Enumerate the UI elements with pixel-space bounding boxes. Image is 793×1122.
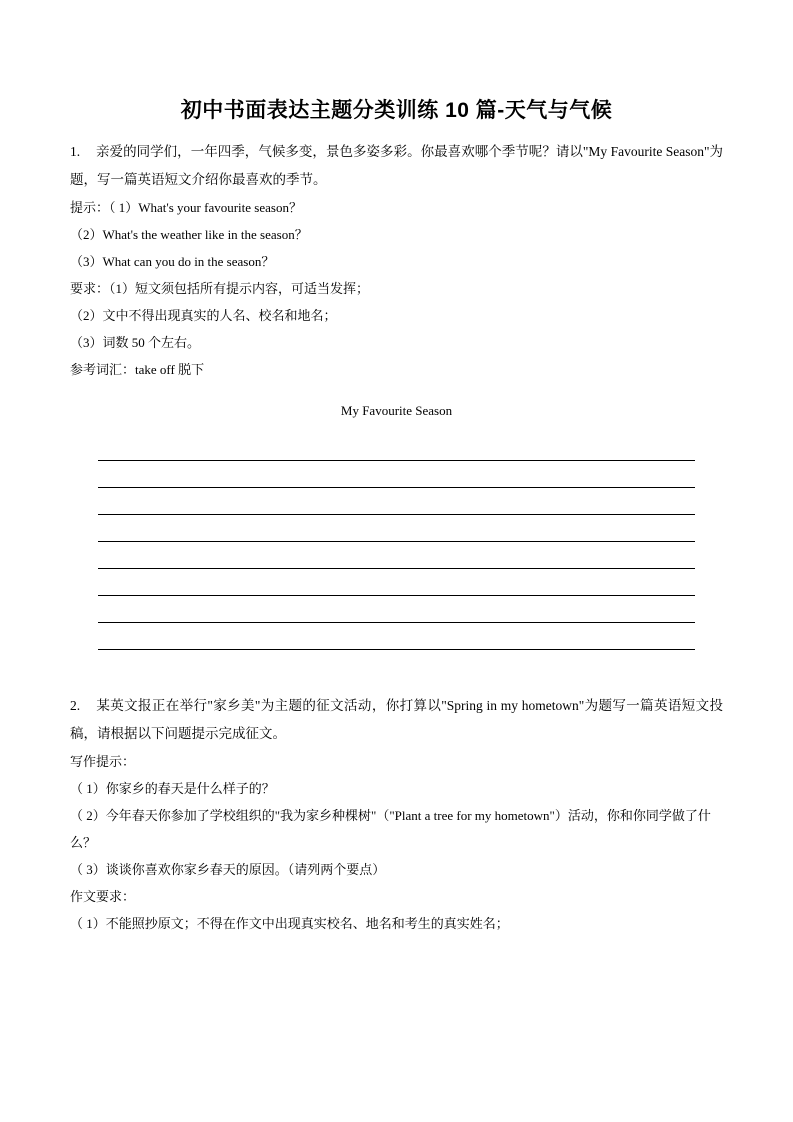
question-2-hint-line-2: （ 2）今年春天你参加了学校组织的"我为家乡种棵树"（"Plant a tree for my hometown"）活动，你和你同学做了什么？ [70, 808, 711, 850]
answer-line[interactable] [98, 461, 695, 488]
question-1-number: 1. [70, 144, 81, 159]
question-1-hint-line-3: （3）What can you do in the season？ [70, 254, 275, 269]
question-2-hint-line-1: （ 1）你家乡的春天是什么样子的？ [70, 781, 275, 796]
question-2 [70, 692, 723, 937]
question-1-vocabulary-line: 参考词汇：take off 脱下 [70, 362, 205, 377]
answer-line[interactable] [98, 569, 695, 596]
answer-line[interactable] [98, 623, 695, 650]
answer-line[interactable] [98, 434, 695, 461]
question-1-composition-title: My Favourite Season [340, 403, 453, 418]
question-2-requirement-heading: 作文要求： [70, 889, 136, 904]
question-2-requirement-line-1: （ 1）不能照抄原文；不得在作文中出现真实校名、地名和考生的真实姓名； [70, 916, 509, 931]
question-1-answer-area[interactable] [70, 434, 723, 650]
question-1-requirement-line-3: （3）词数 50 个左右。 [70, 335, 201, 350]
answer-line[interactable] [98, 596, 695, 623]
question-1-intro [70, 138, 723, 194]
question-2-number: 2. [70, 698, 81, 713]
question-1 [70, 138, 723, 650]
question-2-hint-line-3: （ 3）谈谈你喜欢你家乡春天的原因。（请列两个要点） [70, 862, 386, 877]
question-1-hint-line-2: （2）What's the weather like in the season？ [70, 227, 308, 242]
section-spacer [70, 650, 723, 684]
question-1-requirement-line-1: 要求：（1）短文须包括所有提示内容，可适当发挥； [70, 281, 370, 296]
answer-line[interactable] [98, 542, 695, 569]
question-1-text: 亲爱的同学们，一年四季，气候多变，景色多姿多彩。你最喜欢哪个季节呢？请以"My Favourite Season"为题，写一篇英语短文介绍你最喜欢的季节。 [70, 144, 723, 187]
question-2-hint-heading: 写作提示： [70, 754, 136, 769]
answer-line[interactable] [98, 488, 695, 515]
question-1-requirement-line-2: （2）文中不得出现真实的人名、校名和地名； [70, 308, 337, 323]
question-2-text: 某英文报正在举行"家乡美"为主题的征文活动，你打算以"Spring in my hometown"为题写一篇英语短文投稿，请根据以下问题提示完成征文。 [70, 698, 723, 741]
question-1-hint-line-1: 提示：（ 1）What's your favourite season？ [70, 200, 302, 215]
question-2-intro [70, 692, 723, 748]
answer-line[interactable] [98, 515, 695, 542]
page-title: 初中书面表达主题分类训练 10 篇-天气与气候 [180, 99, 613, 122]
